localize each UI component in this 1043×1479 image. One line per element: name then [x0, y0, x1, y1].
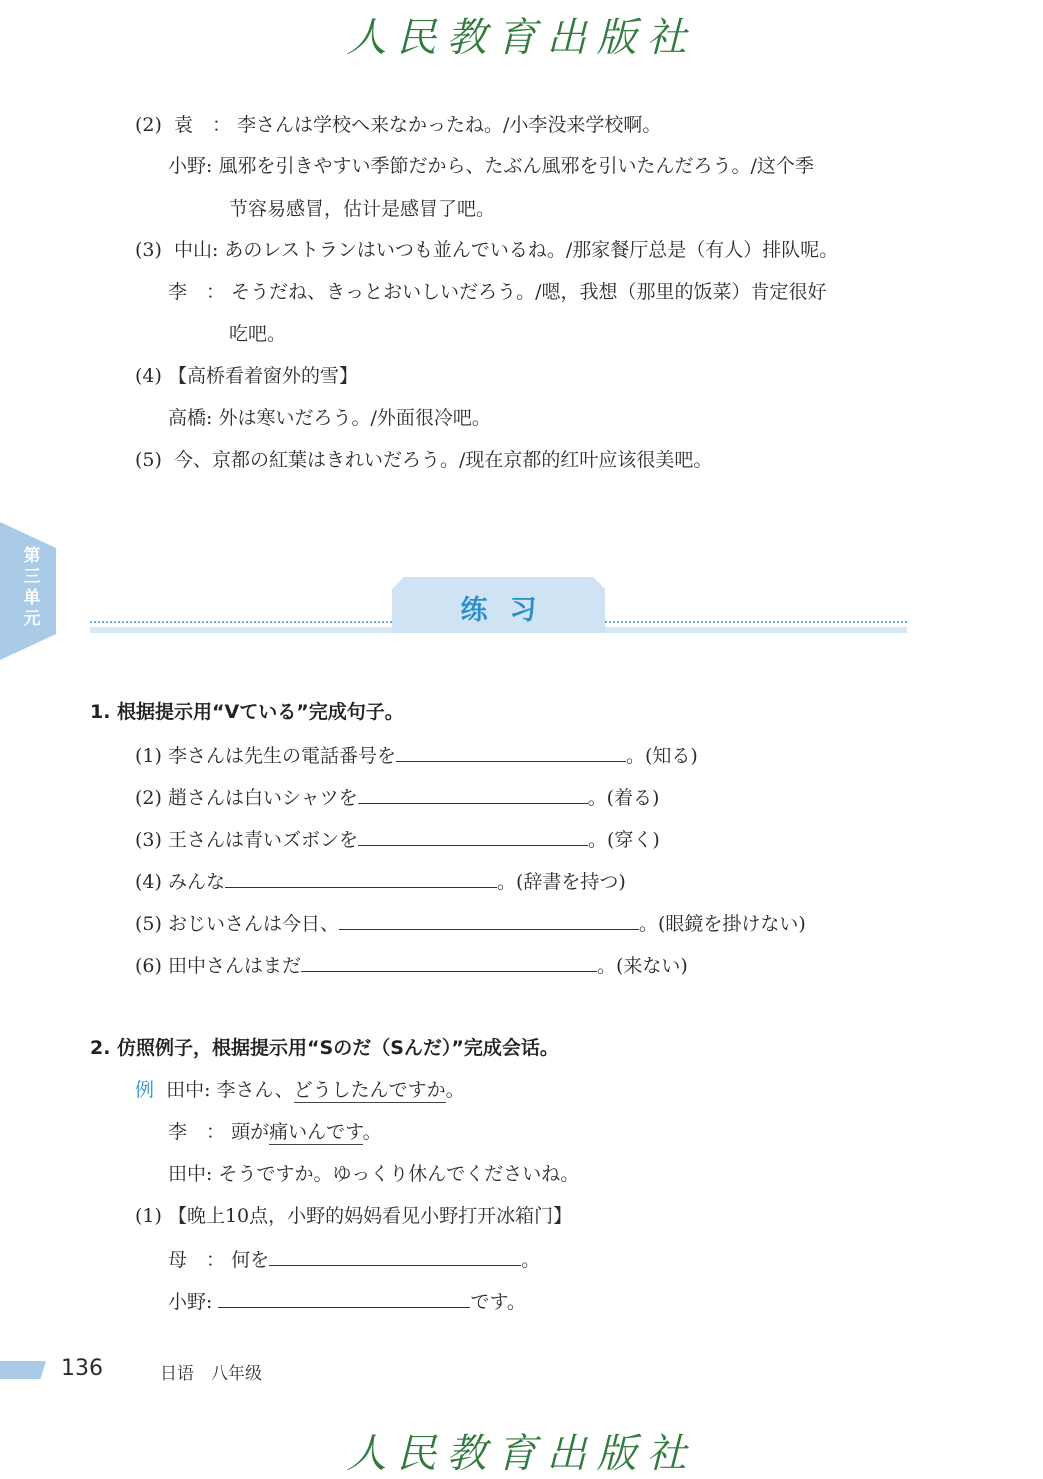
publisher-logo-bottom: 人民教育出版社 [346, 1431, 697, 1477]
item-hint: 。(穿く) [587, 829, 660, 851]
answer-blank[interactable] [218, 1287, 470, 1308]
footer-accent-bar [0, 1361, 46, 1379]
answer-blank[interactable] [339, 909, 639, 930]
page-number: 136 [61, 1356, 103, 1381]
example-label: 例 [135, 1079, 155, 1101]
item-prompt: です。 [470, 1291, 526, 1313]
speaker: 李 ： [168, 281, 226, 303]
example-line-1 [135, 1077, 465, 1103]
book-title: 日语 八年级 [160, 1364, 262, 1384]
exercise-1-item-6 [135, 951, 688, 979]
item-number: (6) [135, 955, 162, 977]
example-text: 李さん、 [216, 1079, 294, 1101]
speaker: 田中: [166, 1079, 211, 1101]
item-hint: 。(知る) [625, 745, 698, 767]
dialog-4-line-1 [168, 405, 491, 431]
exercise-1-item-3 [135, 825, 660, 853]
exercise-1-item-4 [135, 867, 626, 895]
item-prompt: 趙さんは白いシャツを [167, 787, 358, 809]
item-number: (4) [135, 871, 162, 893]
speaker: 小野: [168, 155, 213, 177]
item-number: (1) [135, 1205, 162, 1227]
example-text: 。 [445, 1079, 465, 1101]
dialog-text: あのレストランはいつも並んでいるね。/那家餐厅总是（有人）排队呢。 [224, 239, 839, 261]
dialog-text: 風邪を引きやすい季節だから、たぶん風邪を引いたんだろう。/这个季 [218, 155, 814, 177]
example-underlined: 痛いんです [269, 1121, 363, 1143]
item-hint: 。(来ない) [596, 955, 688, 977]
item-prompt: みんな [167, 871, 225, 893]
item-number: (3) [135, 829, 162, 851]
item-hint: 。(辞書を持つ) [496, 871, 626, 893]
context-note: 【晚上10点，小野的妈妈看见小野打开冰箱门】 [167, 1205, 573, 1227]
example-line-2 [168, 1119, 382, 1145]
dialog-number: (2) [135, 114, 162, 136]
item-number: (2) [135, 787, 162, 809]
dialog-5-line [135, 447, 712, 473]
answer-blank[interactable] [358, 783, 588, 804]
section-divider-right [605, 621, 907, 623]
section-divider-left [90, 621, 392, 623]
exercise-1-item-5 [135, 909, 806, 937]
item-prompt: おじいさんは今日、 [167, 913, 339, 935]
dialog-2-line-1 [135, 112, 661, 138]
exercise-2-q1-line-1 [168, 1245, 540, 1273]
item-number: (5) [135, 913, 162, 935]
section-title: 练习 [460, 595, 559, 626]
context-note: 【高桥看着窗外的雪】 [167, 365, 358, 387]
speaker: 田中: [168, 1163, 213, 1185]
dialog-2-line-2-continued: 节容易感冒，估计是感冒了吧。 [229, 198, 496, 220]
item-prompt: 何を [231, 1249, 270, 1271]
unit-side-label: 第三单元 [23, 546, 41, 629]
publisher-logo: 人民教育出版社 [346, 15, 697, 61]
section-band-left [90, 627, 392, 633]
answer-blank[interactable] [396, 741, 626, 762]
dialog-number: (3) [135, 239, 162, 261]
answer-blank[interactable] [358, 825, 588, 846]
example-line-3 [168, 1161, 579, 1187]
dialog-2-line-2 [168, 153, 814, 179]
speaker: 李 ： [168, 1121, 226, 1143]
item-number: (1) [135, 745, 162, 767]
example-underlined: どうしたんですか [293, 1079, 446, 1101]
exercise-2-q1-line-2 [168, 1287, 526, 1315]
exercise-1-title: 1. 根据提示用“Vている”完成句子。 [90, 701, 404, 723]
answer-blank[interactable] [301, 951, 597, 972]
example-text: 。 [362, 1121, 382, 1143]
dialog-3-line-1 [135, 237, 838, 263]
dialog-3-line-2 [168, 279, 826, 305]
answer-blank[interactable] [225, 867, 497, 888]
dialog-3-line-2-continued: 吃吧。 [229, 323, 287, 345]
speaker: 中山: [173, 239, 219, 261]
item-hint: 。(着る) [587, 787, 660, 809]
section-band-right [605, 627, 907, 633]
item-prompt: 。 [521, 1249, 541, 1271]
exercise-2-q1-context [135, 1203, 572, 1229]
answer-blank[interactable] [269, 1245, 521, 1266]
dialog-text: 李さんは学校へ来なかったね。/小李没来学校啊。 [237, 114, 662, 136]
dialog-text: そうだね、きっとおいしいだろう。/嗯，我想（那里的饭菜）肯定很好 [231, 281, 827, 303]
speaker: 高橋: [168, 407, 213, 429]
item-hint: 。(眼鏡を掛けない) [638, 913, 806, 935]
exercise-1-item-2 [135, 783, 659, 811]
dialog-text: 今、京都の紅葉はきれいだろう。/现在京都的红叶应该很美吧。 [173, 449, 713, 471]
exercise-2-title: 2. 仿照例子，根据提示用“Sのだ（Sんだ）”完成会话。 [90, 1037, 559, 1059]
item-prompt: 王さんは青いズボンを [167, 829, 358, 851]
dialog-text: 外は寒いだろう。/外面很冷吧。 [218, 407, 491, 429]
example-text: そうですか。ゆっくり休んでくださいね。 [218, 1163, 580, 1185]
speaker: 袁 ： [173, 114, 231, 136]
item-prompt: 李さんは先生の電話番号を [167, 745, 396, 767]
item-prompt: 田中さんはまだ [167, 955, 301, 977]
speaker: 小野: [168, 1291, 213, 1313]
dialog-number: (5) [135, 449, 162, 471]
example-text: 頭が [231, 1121, 270, 1143]
exercise-1-item-1 [135, 741, 698, 769]
speaker: 母 ： [168, 1249, 226, 1271]
dialog-number: (4) [135, 365, 162, 387]
dialog-4-context [135, 363, 358, 389]
